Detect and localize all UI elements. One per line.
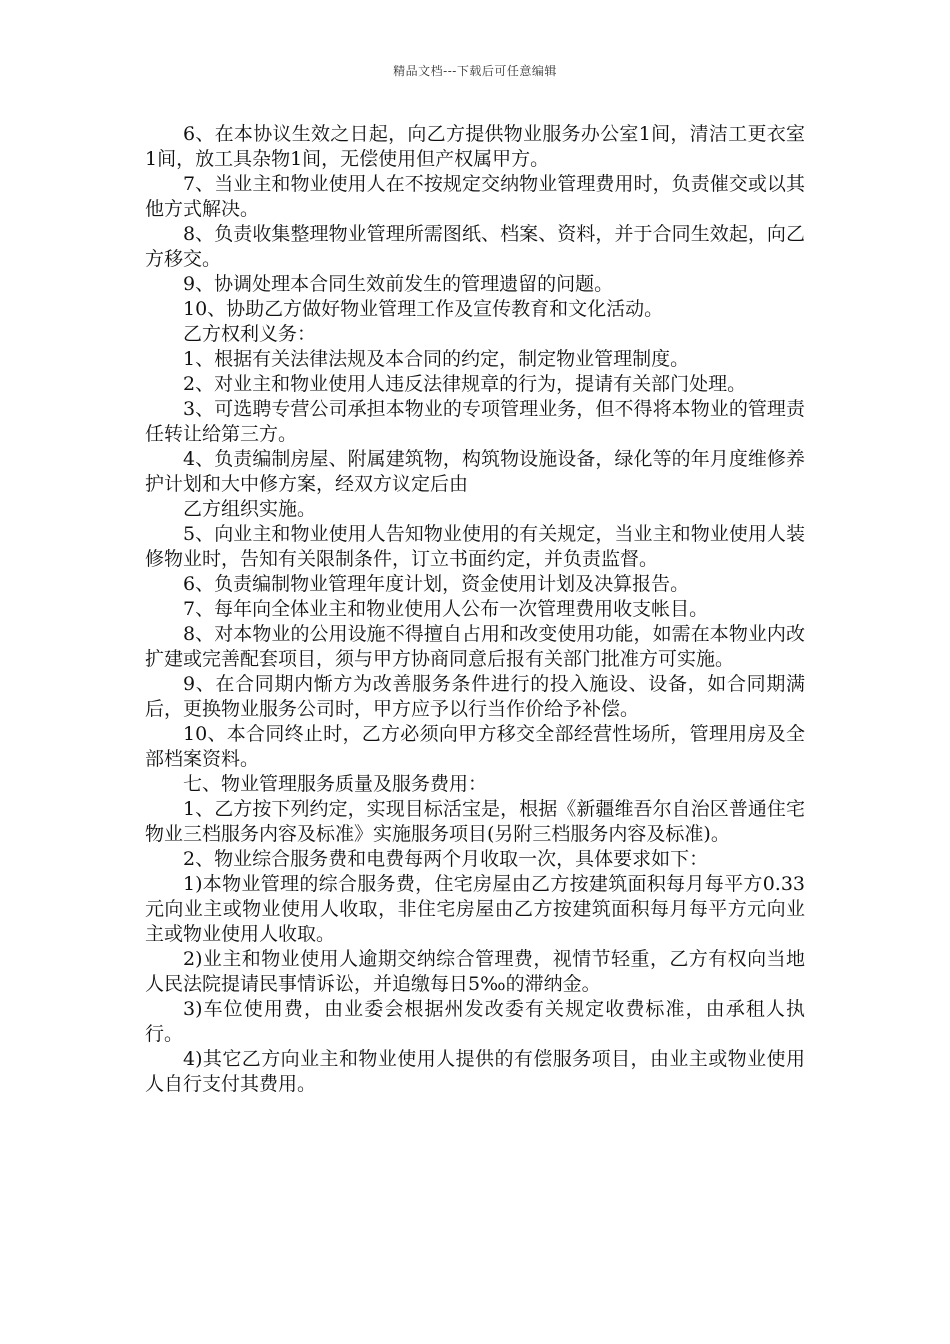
paragraph: 4)其它乙方向业主和物业使用人提供的有偿服务项目，由业主或物业使用人自行支付其费用。: [145, 1048, 805, 1095]
paragraph: 10、本合同终止时，乙方必须向甲方移交全部经营性场所，管理用房及全部档案资料。: [145, 723, 805, 770]
paragraph: 6、负责编制物业管理年度计划，资金使用计划及决算报告。: [183, 573, 690, 595]
paragraph: 乙方组织实施。: [183, 498, 317, 520]
paragraph: 9、协调处理本合同生效前发生的管理遗留的问题。: [183, 273, 614, 295]
page-header: 精品文档---下载后可任意编辑: [393, 64, 557, 78]
paragraph: 7、当业主和物业使用人在不按规定交纳物业管理费用时，负责催交或以其他方式解决。: [145, 173, 805, 220]
paragraph: 4、负责编制房屋、附属建筑物，构筑物设施设备，绿化等的年月度维修养护计划和大中修方案，经双方议定后由: [145, 448, 805, 495]
paragraph: 7、每年向全体业主和物业使用人公布一次管理费用收支帐目。: [183, 598, 709, 620]
paragraph: 3、可选聘专营公司承担本物业的专项管理业务，但不得将本物业的管理责任转让给第三方。: [145, 398, 805, 445]
paragraph: 2)业主和物业使用人逾期交纳综合管理费，视情节轻重，乙方有权向当地人民法院提请民事情诉讼，并追缴每日5‰的滞纳金。: [145, 948, 805, 995]
paragraph: 5、向业主和物业使用人告知物业使用的有关规定，当业主和物业使用人装修物业时，告知有关限制条件，订立书面约定，并负责监督。: [145, 523, 805, 570]
paragraph: 8、对本物业的公用设施不得擅自占用和改变使用功能，如需在本物业内改扩建或完善配套项目，须与甲方协商同意后报有关部门批准方可实施。: [145, 623, 805, 670]
paragraph: 6、在本协议生效之日起，向乙方提供物业服务办公室1间，清洁工更衣室1间，放工具杂物1间，无偿使用但产权属甲方。: [145, 123, 805, 170]
section-heading: 七、物业管理服务质量及服务费用：: [183, 773, 488, 795]
section-heading: 乙方权利义务：: [183, 323, 317, 345]
paragraph: 1、乙方按下列约定，实现目标活宝是，根据《新疆维吾尔自治区普通住宅物业三档服务内容及标准》实施服务项目(另附三档服务内容及标准)。: [145, 798, 805, 845]
paragraph: 3)车位使用费，由业委会根据州发改委有关规定收费标准，由承租人执行。: [145, 998, 805, 1045]
paragraph: 2、物业综合服务费和电费每两个月收取一次，具体要求如下：: [183, 848, 709, 870]
document-body: [145, 122, 805, 1097]
paragraph: 9、在合同期内惭方为改善服务条件进行的投入施设、设备，如合同期满后，更换物业服务公司时，甲方应予以行当作价给予补偿。: [145, 673, 805, 720]
paragraph: 2、对业主和物业使用人违反法律规章的行为，提请有关部门处理。: [183, 373, 747, 395]
paragraph: 10、协助乙方做好物业管理工作及宣传教育和文化活动。: [183, 298, 664, 320]
paragraph: 8、负责收集整理物业管理所需图纸、档案、资料，并于合同生效起，向乙方移交。: [145, 223, 805, 270]
paragraph: 1)本物业管理的综合服务费，住宅房屋由乙方按建筑面积每月每平方0.33元向业主或物业使用人收取，非住宅房屋由乙方按建筑面积每月每平方元向业主或物业使用人收取。: [145, 873, 805, 945]
paragraph: 1、根据有关法律法规及本合同的约定，制定物业管理制度。: [183, 348, 690, 370]
